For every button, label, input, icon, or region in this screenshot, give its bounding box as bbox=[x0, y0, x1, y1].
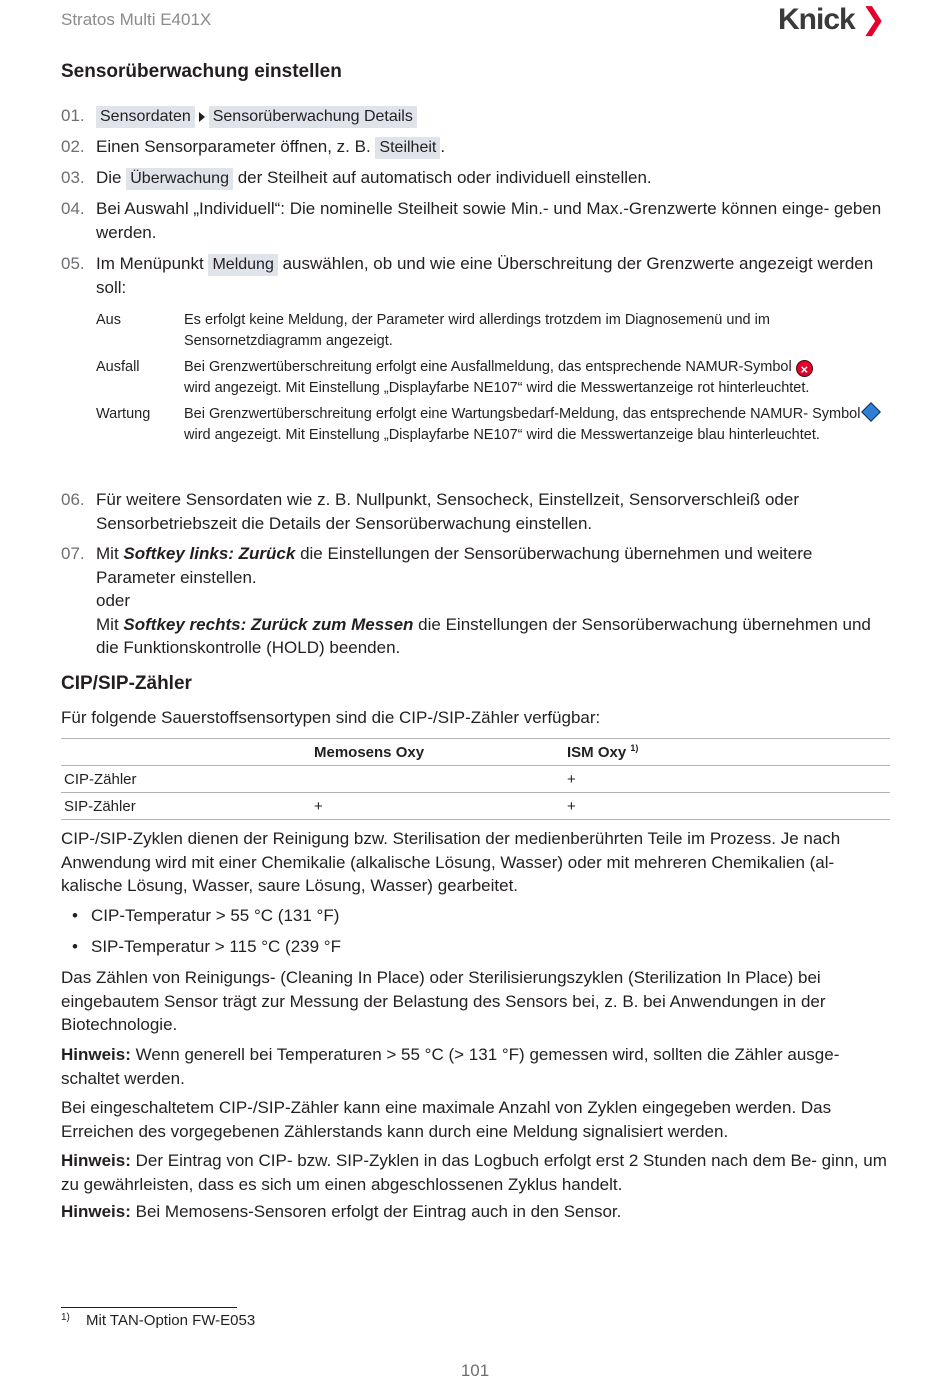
table-header-text: ISM Oxy bbox=[567, 744, 627, 761]
cip-sip-table bbox=[61, 738, 890, 820]
chevron-right-icon: ❯ bbox=[860, 3, 885, 36]
step-text: Im Menüpunkt bbox=[96, 254, 204, 273]
step-text: auswählen, ob und wie eine Überschreitung der Grenzwerte angezeigt werden soll: bbox=[96, 254, 874, 297]
intro-text: Für folgende Sauerstoffsensortypen sind die CIP-/SIP-Zähler verfügbar: bbox=[61, 708, 601, 727]
option-description: Bei Grenzwertüberschreitung erfolgt eine Wartungsbedarf-Meldung, das entsprechende NAMUR- Symbol bbox=[184, 406, 861, 422]
step-06 bbox=[61, 488, 891, 535]
footnote-text: Mit TAN-Option FW-E053 bbox=[86, 1312, 256, 1329]
note-2 bbox=[61, 1149, 891, 1196]
section-heading: CIP/SIP-Zähler bbox=[61, 673, 192, 694]
option-key: Wartung bbox=[96, 406, 151, 422]
menu-path-sensordaten: Sensordaten bbox=[96, 106, 195, 128]
note-text: Bei Memosens-Sensoren erfolgt der Eintrag auch in den Sensor. bbox=[135, 1202, 622, 1221]
namur-maintenance-icon bbox=[862, 402, 882, 422]
menu-item-ueberwachung: Überwachung bbox=[126, 168, 233, 190]
note-3 bbox=[61, 1200, 891, 1224]
step-04 bbox=[61, 197, 891, 244]
step-text: Mit bbox=[96, 544, 119, 563]
option-description: wird angezeigt. Mit Einstellung „Displayfarbe NE107“ wird die Messwertanzeige rot hinterleuchtet. bbox=[184, 380, 810, 396]
note-label: Hinweis: bbox=[61, 1202, 131, 1221]
footnote-mark: 1) bbox=[61, 1312, 70, 1323]
option-key: Ausfall bbox=[96, 359, 140, 375]
table-header: Memosens Oxy bbox=[311, 739, 564, 766]
section-heading: Sensorüberwachung einstellen bbox=[61, 61, 342, 82]
option-key: Aus bbox=[96, 312, 121, 328]
paragraph: CIP-/SIP-Zyklen dienen der Reinigung bzw. Sterilisation der medienberührten Teile im Prozess. Je nach Anwendung wird mit einer Chemikalie (alkalische Lösung, Wasser) oder mit mehreren Chemikalien (al- kalische Lösung, Wasser, saure Lösung, Wasser) gearbeitet. bbox=[61, 829, 841, 895]
step-text: die Einstellungen der Sensorüberwachung übernehmen und weitere Parameter einstellen. bbox=[96, 544, 813, 587]
option-description: Bei Grenzwertüberschreitung erfolgt eine Ausfallmeldung, das entsprechende NAMUR-Symbol bbox=[184, 359, 792, 375]
step-text-or: oder bbox=[96, 591, 131, 610]
step-number: 01. bbox=[61, 106, 85, 125]
list-item bbox=[72, 935, 341, 959]
table-cell: CIP-Zähler bbox=[61, 766, 311, 793]
step-07 bbox=[61, 542, 891, 660]
step-03 bbox=[61, 166, 891, 190]
step-number: 05. bbox=[61, 254, 85, 273]
list-item bbox=[72, 904, 339, 928]
list-item-text: SIP-Temperatur > 115 °C (239 °F bbox=[91, 937, 341, 956]
step-text: . bbox=[440, 137, 446, 156]
step-text: Mit bbox=[96, 614, 119, 634]
step-number: 06. bbox=[61, 490, 85, 509]
step-text: die Einstellungen der Sensorüberwachung übernehmen und die Funktionskontrolle (HOLD) beenden. bbox=[96, 614, 871, 657]
table-cell: + bbox=[564, 793, 890, 820]
step-text: Einen Sensorparameter öffnen, z. B. bbox=[96, 137, 371, 156]
step-text: Bei Auswahl „Individuell“: Die nominelle Steilheit sowie Min.- und Max.-Grenzwerte können einge- geben werden. bbox=[96, 199, 882, 242]
note-1 bbox=[61, 1043, 891, 1090]
menu-item-meldung: Meldung bbox=[208, 254, 277, 276]
step-number: 04. bbox=[61, 199, 85, 218]
step-02 bbox=[61, 135, 891, 159]
bullet-icon: • bbox=[72, 937, 78, 956]
table-row bbox=[61, 766, 890, 793]
footnote-divider bbox=[61, 1307, 237, 1308]
option-ausfall bbox=[96, 357, 886, 399]
note-label: Hinweis: bbox=[61, 1151, 131, 1170]
table-cell: SIP-Zähler bbox=[61, 793, 311, 820]
list-item-text: CIP-Temperatur > 55 °C (131 °F) bbox=[91, 906, 340, 925]
brand-logo-text: Knick bbox=[778, 2, 855, 36]
menu-item-steilheit: Steilheit bbox=[375, 137, 440, 159]
document-title: Stratos Multi E401X bbox=[61, 10, 212, 29]
softkey-right-label: Softkey rechts: Zurück zum Messen bbox=[123, 614, 414, 634]
table-header-row bbox=[61, 739, 890, 766]
note-label: Hinweis: bbox=[61, 1045, 131, 1064]
step-number: 03. bbox=[61, 168, 85, 187]
paragraph: Bei eingeschaltetem CIP-/SIP-Zähler kann eine maximale Anzahl von Zyklen eingegeben werden. Das Erreichen des vorgegebenen Zählerstands kann durch eine Meldung signalisiert werden. bbox=[61, 1098, 832, 1141]
menu-path-sensorueberwachung-details: Sensorüberwachung Details bbox=[209, 106, 417, 128]
step-text: der Steilheit auf automatisch oder individuell einstellen. bbox=[237, 168, 652, 187]
step-text: Für weitere Sensordaten wie z. B. Nullpunkt, Sensocheck, Einstellzeit, Sensorverschleiß oder Sensorbetriebszeit die Details der Sensorüberwachung einstellen. bbox=[96, 490, 799, 533]
step-text: Die bbox=[96, 168, 122, 187]
arrow-right-icon bbox=[199, 112, 205, 122]
step-number: 07. bbox=[61, 544, 85, 563]
paragraph: Das Zählen von Reinigungs- (Cleaning In Place) oder Sterilisierungszyklen (Sterilization In Place) bei eingebautem Sensor trägt zur Messung der Belastung des Sensors bei, z. B. bei Anwendungen in der Biotechnologie. bbox=[61, 968, 826, 1034]
footnote bbox=[61, 1312, 255, 1329]
footnote-ref: 1) bbox=[630, 743, 639, 753]
table-cell bbox=[311, 766, 564, 793]
option-wartung bbox=[96, 404, 886, 446]
table-row bbox=[61, 793, 890, 820]
step-number: 02. bbox=[61, 137, 85, 156]
note-text: Der Eintrag von CIP- bzw. SIP-Zyklen in das Logbuch erfolgt erst 2 Stunden nach dem Be- ginn, um zu gewährleisten, dass es sich um einen abgeschlossenen Zyklus handelt. bbox=[61, 1151, 887, 1194]
bullet-icon: • bbox=[72, 906, 78, 925]
table-header bbox=[61, 739, 311, 766]
note-text: Wenn generell bei Temperaturen > 55 °C (> 131 °F) gemessen wird, sollten die Zähler ausge- schaltet werden. bbox=[61, 1045, 840, 1088]
step-05 bbox=[61, 252, 891, 300]
namur-failure-icon: × bbox=[796, 360, 813, 377]
option-description: Es erfolgt keine Meldung, der Parameter wird allerdings trotzdem im Diagnosemenü und im Sensornetzdiagramm angezeigt. bbox=[184, 312, 770, 349]
brand-logo bbox=[778, 2, 885, 37]
table-cell: + bbox=[311, 793, 564, 820]
page-number: 101 bbox=[460, 1361, 490, 1380]
step-01 bbox=[61, 104, 891, 128]
softkey-left-label: Softkey links: Zurück bbox=[123, 544, 296, 563]
option-description: wird angezeigt. Mit Einstellung „Displayfarbe NE107“ wird die Messwertanzeige blau hinterleuchtet. bbox=[184, 427, 820, 443]
table-cell: + bbox=[564, 766, 890, 793]
table-header bbox=[564, 739, 890, 766]
option-aus bbox=[96, 310, 886, 352]
